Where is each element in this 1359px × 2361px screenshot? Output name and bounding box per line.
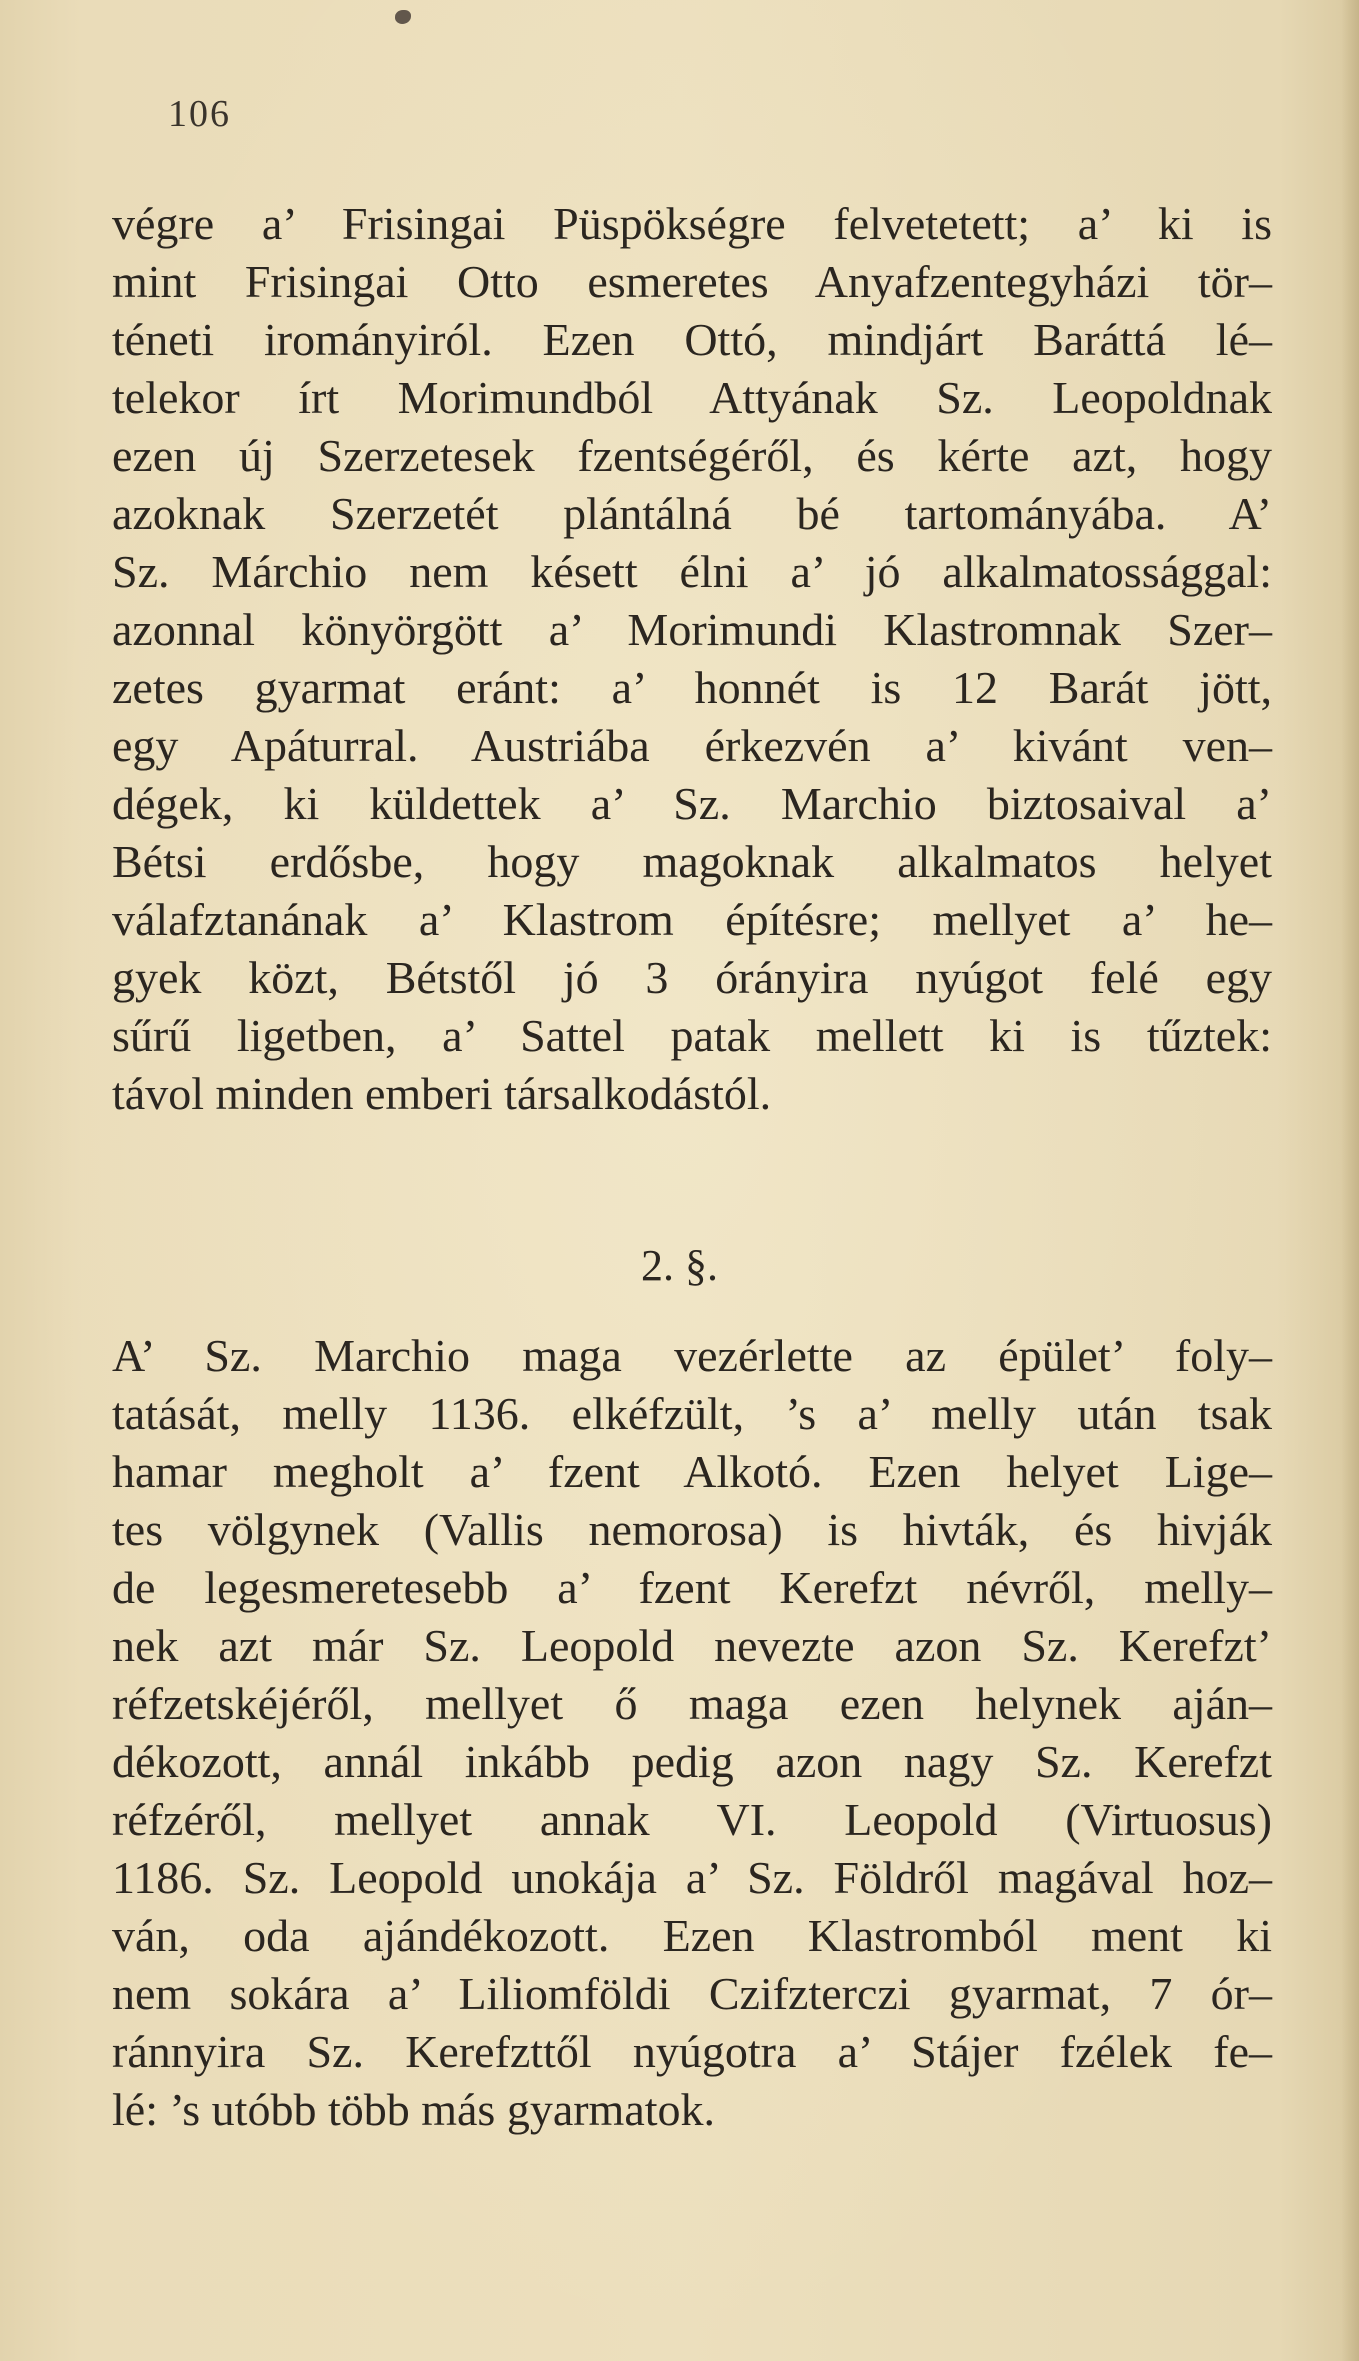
text-line: dékozott, annál inkább pedig azon nagy Sz. Kerefzt — [112, 1736, 1272, 1787]
page-edge-shadow — [1341, 0, 1359, 2361]
text-line: válafztanának a’ Klastrom építésre; mellyet a’ he– — [112, 894, 1272, 945]
text-line: azonnal könyörgött a’ Morimundi Klastromnak Szer– — [112, 604, 1272, 655]
section-heading: 2. §. — [641, 1241, 718, 1290]
text-line: ezen új Szerzetesek fzentségéről, és kérte azt, hogy — [112, 430, 1272, 481]
ink-blot — [395, 10, 411, 24]
text-line: sűrű ligetben, a’ Sattel patak mellett ki is tűztek: — [112, 1010, 1272, 1061]
text-line: végre a’ Frisingai Püspökségre felvetetett; a’ ki is — [112, 198, 1272, 249]
text-line: Bétsi erdősbe, hogy magoknak alkalmatos helyet — [112, 836, 1272, 887]
text-line: távol minden emberi társalkodástól. — [112, 1068, 772, 1119]
text-line: réfzéről, mellyet annak VI. Leopold (Virtuosus) — [112, 1794, 1272, 1845]
text-line: lé: ’s utóbb több más gyarmatok. — [112, 2084, 716, 2135]
text-line: zetes gyarmat eránt: a’ honnét is 12 Barát jött, — [112, 662, 1272, 713]
text-line: azoknak Szerzetét plántálná bé tartományába. A’ — [112, 488, 1272, 539]
text-line: tes völgynek (Vallis nemorosa) is hivták, és hivják — [112, 1504, 1272, 1555]
text-line: ván, oda ajándékozott. Ezen Klastromból ment ki — [112, 1910, 1272, 1961]
text-line: réfzetskéjéről, mellyet ő maga ezen helynek aján– — [112, 1678, 1272, 1729]
text-line: 1186. Sz. Leopold unokája a’ Sz. Földről magával hoz– — [112, 1852, 1272, 1903]
text-line: de legesmeretesebb a’ fzent Kerefzt névről, melly– — [112, 1562, 1272, 1613]
page-number: 106 — [168, 93, 231, 135]
text-line: ránnyira Sz. Kerefzttől nyúgotra a’ Stájer fzélek fe– — [112, 2026, 1272, 2077]
text-line: téneti irományiról. Ezen Ottó, mindjárt Baráttá lé– — [112, 314, 1272, 365]
text-line: nek azt már Sz. Leopold nevezte azon Sz. Kerefzt’ — [112, 1620, 1272, 1671]
text-line: hamar megholt a’ fzent Alkotó. Ezen helyet Lige– — [112, 1446, 1272, 1497]
text-line: telekor írt Morimundból Attyának Sz. Leopoldnak — [112, 372, 1272, 423]
paragraph-1 — [112, 196, 1272, 1124]
text-line: gyek közt, Bétstől jó 3 órányira nyúgot felé egy — [112, 952, 1272, 1003]
text-line: egy Apáturral. Austriába érkezvén a’ kivánt ven– — [112, 720, 1272, 771]
text-line: mint Frisingai Otto esmeretes Anyafzentegyházi tör– — [112, 256, 1272, 307]
paragraph-2 — [112, 1328, 1272, 2140]
text-line: tatását, melly 1136. elkéfzült, ’s a’ melly után tsak — [112, 1388, 1272, 1439]
text-line: nem sokára a’ Liliomföldi Czifzterczi gyarmat, 7 ór– — [112, 1968, 1272, 2019]
text-line: Sz. Márchio nem késett élni a’ jó alkalmatossággal: — [112, 546, 1272, 597]
text-line: A’ Sz. Marchio maga vezérlette az épület’ foly– — [112, 1330, 1272, 1381]
text-line: dégek, ki küldettek a’ Sz. Marchio biztosaival a’ — [112, 778, 1272, 829]
